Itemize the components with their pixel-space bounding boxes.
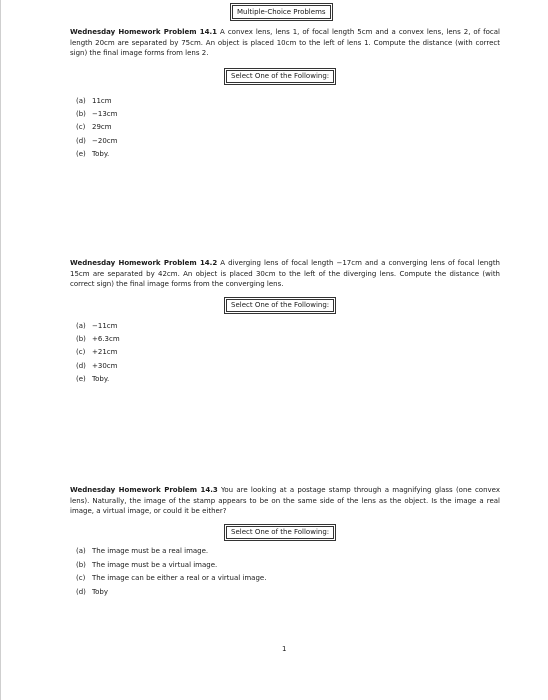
problem-14-1-options (76, 95, 117, 161)
option-a[interactable] (76, 95, 117, 108)
option-letter: (a) (76, 547, 86, 555)
option-c[interactable] (76, 572, 266, 586)
option-text: −13cm (92, 110, 118, 119)
option-letter: (d) (76, 136, 86, 145)
option-text: 29cm (92, 123, 112, 132)
option-c[interactable] (76, 346, 120, 359)
option-b[interactable] (76, 333, 120, 346)
problem-14-2-options (76, 320, 120, 386)
problem-14-3 (70, 485, 500, 517)
problem-title: Wednesday Homework Problem 14.3 (70, 486, 218, 494)
option-letter: (d) (76, 361, 86, 370)
option-letter: (e) (76, 374, 86, 383)
option-a[interactable] (76, 320, 120, 333)
option-letter: (c) (76, 348, 86, 357)
select-one-text: Select One of the Following: (231, 528, 330, 536)
option-text: Toby (92, 587, 108, 596)
option-text: Toby. (92, 374, 110, 383)
option-b[interactable] (76, 559, 266, 573)
option-text: −11cm (92, 322, 118, 330)
problem-text: A diverging lens of focal length −17cm and a converging lens of focal length 15cm are separated by 42cm. An object is placed 30cm to the left of the diverging lens. Compute the distance (with correct sign) the final image forms from the converging lens. (70, 259, 500, 288)
option-text: The image must be a virtual image. (92, 560, 218, 569)
select-one-label (226, 526, 334, 539)
option-text: −20cm (92, 136, 118, 145)
page-edge (0, 0, 1, 700)
option-letter: (b) (76, 560, 86, 569)
select-one-text: Select One of the Following: (231, 72, 330, 80)
option-letter: (b) (76, 110, 86, 119)
option-text: +30cm (92, 361, 118, 370)
option-b[interactable] (76, 108, 117, 121)
option-e[interactable] (76, 373, 120, 386)
select-one-label (226, 299, 334, 312)
section-header (232, 5, 331, 19)
option-text: Toby. (92, 149, 110, 158)
problem-text: A convex lens, lens 1, of focal length 5cm and a convex lens, lens 2, of focal length 20cm are separated by 75cm. An object is placed 10cm to the left of lens 1. Compute the distance (with correct sign) the final image forms from lens 2. (70, 28, 500, 57)
problem-14-3-options (76, 545, 266, 599)
option-text: +21cm (92, 348, 118, 357)
option-text: 11cm (92, 97, 112, 105)
option-d[interactable] (76, 586, 266, 600)
problem-title: Wednesday Homework Problem 14.1 (70, 28, 218, 36)
problem-text: You are looking at a postage stamp through a magnifying glass (one convex lens). Naturally, the image of the stamp appears to be on the same side of the lens as the object. Is the image a real image, a virtual image, or could it be either? (70, 486, 500, 515)
page-number: 1 (282, 645, 287, 653)
section-header-text: Multiple-Choice Problems (237, 8, 326, 16)
select-one-text: Select One of the Following: (231, 301, 330, 309)
problem-title: Wednesday Homework Problem 14.2 (70, 259, 218, 267)
option-letter: (a) (76, 97, 86, 105)
option-a[interactable] (76, 545, 266, 559)
problem-14-1 (70, 27, 500, 59)
option-d[interactable] (76, 135, 117, 148)
option-letter: (c) (76, 123, 86, 132)
option-letter: (b) (76, 335, 86, 344)
option-letter: (c) (76, 574, 86, 583)
option-letter: (a) (76, 322, 86, 330)
option-text: +6.3cm (92, 335, 120, 344)
option-e[interactable] (76, 148, 117, 161)
problem-14-2 (70, 258, 500, 290)
option-c[interactable] (76, 121, 117, 134)
option-text: The image must be a real image. (92, 547, 209, 555)
option-d[interactable] (76, 360, 120, 373)
option-letter: (d) (76, 587, 86, 596)
option-text: The image can be either a real or a virtual image. (92, 574, 267, 583)
select-one-label (226, 70, 334, 83)
option-letter: (e) (76, 149, 86, 158)
